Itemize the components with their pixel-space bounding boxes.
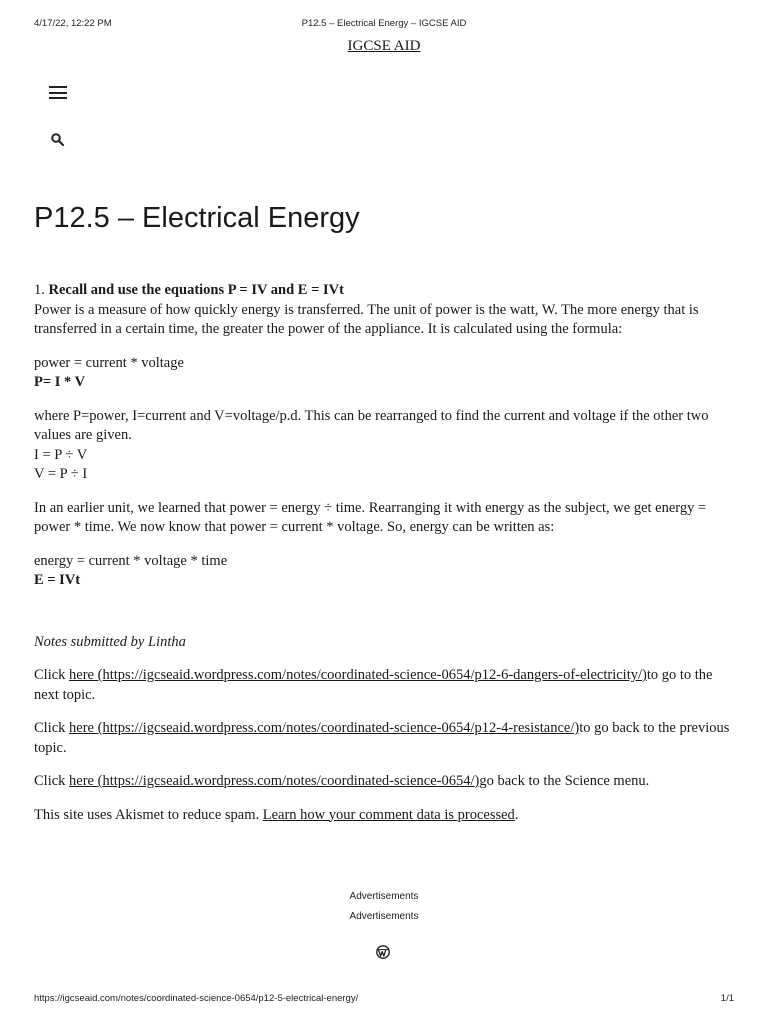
akismet-notice: This site uses Akismet to reduce spam. Learn how your comment data is processed.: [34, 806, 519, 823]
print-page-number: 1/1: [720, 993, 734, 1004]
science-menu-paragraph: Click here (https://igcseaid.wordpress.com/notes/coordinated-science-0654/)go back to the Science menu.: [34, 773, 650, 789]
formula-power: P= I * V: [34, 374, 86, 390]
advertisement-label: Advertisements: [349, 891, 419, 902]
science-menu-link[interactable]: here (https://igcseaid.wordpress.com/notes/coordinated-science-0654/): [69, 773, 480, 789]
formula-voltage: V = P ÷ I: [34, 466, 88, 482]
akismet-link[interactable]: Learn how your comment data is processed: [262, 806, 515, 823]
wordpress-icon[interactable]: [376, 945, 390, 959]
search-icon[interactable]: [50, 132, 66, 148]
author-credit: Notes submitted by Lintha: [34, 633, 186, 650]
print-datetime: 4/17/22, 12:22 PM: [34, 18, 112, 29]
print-doc-title: P12.5 – Electrical Energy – IGCSE AID: [301, 18, 467, 29]
print-footer: [34, 993, 734, 1004]
next-topic-link[interactable]: here (https://igcseaid.wordpress.com/notes/coordinated-science-0654/p12-6-dangers-of-electricity/): [69, 667, 647, 683]
formula-energy: E = IVt: [34, 572, 81, 588]
paragraph-energy: In an earlier unit, we learned that power = energy ÷ time. Rearranging it with energy as the subject, we get energy = power * time. We now know that power = current * voltage. So, energy can be written as:: [34, 499, 707, 535]
advertisement-label: Advertisements: [349, 911, 419, 922]
list-item-text: Recall and use the equations P = IV and E = IVt: [48, 282, 344, 298]
next-topic-paragraph: Click here (https://igcseaid.wordpress.com/notes/coordinated-science-0654/p12-6-dangers-of-electricity/)to go to the next topic.: [34, 667, 713, 703]
previous-topic-link[interactable]: here (https://igcseaid.wordpress.com/notes/coordinated-science-0654/p12-4-resistance/): [69, 720, 580, 736]
paragraph-power: Power is a measure of how quickly energy is transferred. The unit of power is the watt, W. The more energy that is transferred in a certain time, the greater the power of the appliance. It is calculated using the formula:: [34, 301, 699, 337]
formula-energy-text: energy = current * voltage * time: [34, 552, 228, 569]
hamburger-menu-icon[interactable]: [49, 86, 67, 100]
print-url: https://igcseaid.com/notes/coordinated-science-0654/p12-5-electrical-energy/: [34, 993, 359, 1004]
list-item: [34, 281, 734, 301]
formula-power-text: power = current * voltage: [34, 354, 184, 371]
formula-current: I = P ÷ V: [34, 446, 88, 463]
previous-topic-paragraph: Click here (https://igcseaid.wordpress.com/notes/coordinated-science-0654/p12-4-resistance/)to go back to the previous topic.: [34, 720, 730, 756]
print-header: [34, 18, 734, 29]
article-content: [34, 281, 734, 825]
site-title-link[interactable]: IGCSE AID: [347, 38, 421, 54]
list-number: 1.: [34, 282, 45, 298]
page-title: P12.5 – Electrical Energy: [34, 202, 360, 234]
paragraph-rearrange: where P=power, I=current and V=voltage/p.d. This can be rearranged to find the current and voltage if the other two values are given.: [34, 407, 709, 443]
